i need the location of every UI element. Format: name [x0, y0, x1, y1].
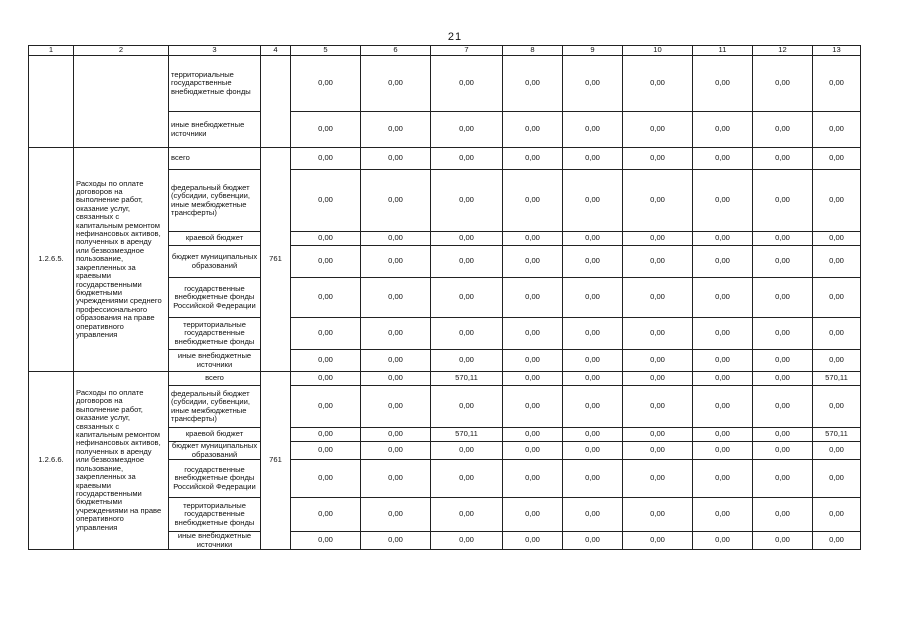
table-row — [29, 148, 861, 170]
funding-source: государственные внебюджетные фонды Российской Федерации — [169, 278, 261, 318]
header-cell: 11 — [693, 46, 753, 56]
value-cell: 0,00 — [361, 372, 431, 386]
value-cell: 0,00 — [623, 350, 693, 372]
value-cell: 0,00 — [291, 350, 361, 372]
value-cell: 0,00 — [693, 386, 753, 428]
value-cell: 0,00 — [693, 278, 753, 318]
value-cell: 0,00 — [431, 318, 503, 350]
value-cell: 0,00 — [563, 460, 623, 498]
value-cell: 0,00 — [563, 112, 623, 148]
value-cell: 0,00 — [813, 442, 861, 460]
value-cell: 0,00 — [361, 532, 431, 550]
value-cell: 0,00 — [361, 148, 431, 170]
value-cell: 0,00 — [291, 442, 361, 460]
value-cell: 0,00 — [623, 232, 693, 246]
value-cell: 0,00 — [813, 498, 861, 532]
value-cell: 0,00 — [291, 56, 361, 112]
value-cell: 0,00 — [753, 112, 813, 148]
funding-source: иные внебюджетные источники — [169, 532, 261, 550]
value-cell: 0,00 — [563, 372, 623, 386]
value-cell: 0,00 — [693, 318, 753, 350]
value-cell: 0,00 — [291, 498, 361, 532]
value-cell: 0,00 — [431, 170, 503, 232]
funding-source: бюджет муниципальных образований — [169, 246, 261, 278]
subject-code: 761 — [261, 148, 291, 372]
funding-source: краевой бюджет — [169, 232, 261, 246]
value-cell: 0,00 — [431, 386, 503, 428]
value-cell: 0,00 — [813, 350, 861, 372]
funding-source: всего — [169, 148, 261, 170]
value-cell: 0,00 — [503, 112, 563, 148]
value-cell: 570,11 — [813, 428, 861, 442]
item-code — [29, 56, 74, 148]
value-cell: 0,00 — [503, 278, 563, 318]
funding-source: федеральный бюджет (субсидии, субвенции, иные межбюджетные трансферты) — [169, 170, 261, 232]
value-cell: 0,00 — [431, 442, 503, 460]
value-cell: 0,00 — [813, 148, 861, 170]
value-cell: 0,00 — [361, 232, 431, 246]
value-cell: 0,00 — [753, 278, 813, 318]
value-cell: 0,00 — [291, 460, 361, 498]
value-cell: 0,00 — [503, 442, 563, 460]
value-cell: 0,00 — [623, 112, 693, 148]
item-description: Расходы по оплате договоров на выполнение работ, оказание услуг, связанных с капитальным ремонтом нефинансовых активов, полученных в аренду или безвозмездное пользование, закрепленных за краевыми государственными бюджетными учреждениями на праве оперативного управления — [74, 372, 169, 550]
header-cell: 9 — [563, 46, 623, 56]
value-cell: 0,00 — [503, 318, 563, 350]
value-cell: 0,00 — [693, 350, 753, 372]
value-cell: 0,00 — [431, 148, 503, 170]
value-cell: 0,00 — [361, 56, 431, 112]
value-cell: 570,11 — [431, 428, 503, 442]
value-cell: 0,00 — [431, 112, 503, 148]
value-cell: 0,00 — [291, 232, 361, 246]
funding-source: краевой бюджет — [169, 428, 261, 442]
funding-source: территориальные государственные внебюджетные фонды — [169, 498, 261, 532]
value-cell: 0,00 — [753, 498, 813, 532]
value-cell: 0,00 — [753, 232, 813, 246]
value-cell: 0,00 — [503, 350, 563, 372]
value-cell: 0,00 — [753, 170, 813, 232]
value-cell: 0,00 — [291, 386, 361, 428]
value-cell: 0,00 — [291, 372, 361, 386]
value-cell: 0,00 — [563, 532, 623, 550]
table-row — [29, 372, 861, 386]
item-description — [74, 56, 169, 148]
value-cell: 0,00 — [503, 56, 563, 112]
value-cell: 0,00 — [361, 386, 431, 428]
value-cell: 570,11 — [813, 372, 861, 386]
value-cell: 0,00 — [503, 532, 563, 550]
value-cell: 0,00 — [693, 498, 753, 532]
value-cell: 0,00 — [361, 278, 431, 318]
value-cell: 0,00 — [563, 428, 623, 442]
budget-table — [28, 45, 861, 550]
value-cell: 0,00 — [753, 532, 813, 550]
value-cell: 0,00 — [623, 246, 693, 278]
value-cell: 0,00 — [623, 318, 693, 350]
value-cell: 0,00 — [563, 56, 623, 112]
value-cell: 0,00 — [813, 386, 861, 428]
value-cell: 0,00 — [623, 372, 693, 386]
value-cell: 0,00 — [693, 232, 753, 246]
value-cell: 0,00 — [431, 56, 503, 112]
value-cell: 0,00 — [813, 318, 861, 350]
value-cell: 0,00 — [693, 56, 753, 112]
header-cell: 5 — [291, 46, 361, 56]
value-cell: 0,00 — [813, 232, 861, 246]
value-cell: 0,00 — [431, 350, 503, 372]
value-cell: 0,00 — [693, 112, 753, 148]
value-cell: 0,00 — [503, 428, 563, 442]
block-1-2-6-5 — [29, 148, 861, 372]
item-code: 1.2.6.6. — [29, 372, 74, 550]
value-cell: 0,00 — [813, 278, 861, 318]
value-cell: 0,00 — [753, 318, 813, 350]
funding-source: территориальные государственные внебюджетные фонды — [169, 318, 261, 350]
value-cell: 0,00 — [291, 318, 361, 350]
value-cell: 0,00 — [693, 428, 753, 442]
value-cell: 570,11 — [431, 372, 503, 386]
value-cell: 0,00 — [813, 56, 861, 112]
item-description: Расходы по оплате договоров на выполнение работ, оказание услуг, связанных с капитальным ремонтом нефинансовых активов, полученных в аренду или безвозмездное пользование, закрепленных за краевыми государственными бюджетными учреждениями среднего профессионального образования на праве оперативного управления — [74, 148, 169, 372]
value-cell: 0,00 — [623, 428, 693, 442]
value-cell: 0,00 — [753, 460, 813, 498]
value-cell: 0,00 — [503, 232, 563, 246]
value-cell: 0,00 — [431, 246, 503, 278]
value-cell: 0,00 — [361, 246, 431, 278]
funding-source: бюджет муниципальных образований — [169, 442, 261, 460]
header-cell: 8 — [503, 46, 563, 56]
value-cell: 0,00 — [623, 386, 693, 428]
value-cell: 0,00 — [623, 442, 693, 460]
header-cell: 13 — [813, 46, 861, 56]
value-cell: 0,00 — [291, 112, 361, 148]
value-cell: 0,00 — [563, 170, 623, 232]
value-cell: 0,00 — [753, 386, 813, 428]
header-cell: 12 — [753, 46, 813, 56]
value-cell: 0,00 — [753, 246, 813, 278]
value-cell: 0,00 — [291, 532, 361, 550]
subject-code — [261, 56, 291, 148]
value-cell: 0,00 — [813, 460, 861, 498]
value-cell: 0,00 — [563, 232, 623, 246]
header-cell: 10 — [623, 46, 693, 56]
value-cell: 0,00 — [563, 318, 623, 350]
value-cell: 0,00 — [563, 350, 623, 372]
value-cell: 0,00 — [623, 278, 693, 318]
value-cell: 0,00 — [623, 532, 693, 550]
value-cell: 0,00 — [503, 170, 563, 232]
value-cell: 0,00 — [361, 318, 431, 350]
value-cell: 0,00 — [291, 148, 361, 170]
value-cell: 0,00 — [813, 246, 861, 278]
value-cell: 0,00 — [693, 532, 753, 550]
header-cell: 1 — [29, 46, 74, 56]
value-cell: 0,00 — [623, 460, 693, 498]
value-cell: 0,00 — [693, 460, 753, 498]
value-cell: 0,00 — [503, 386, 563, 428]
header-cell: 7 — [431, 46, 503, 56]
value-cell: 0,00 — [753, 148, 813, 170]
header-cell: 4 — [261, 46, 291, 56]
value-cell: 0,00 — [503, 460, 563, 498]
value-cell: 0,00 — [503, 148, 563, 170]
value-cell: 0,00 — [813, 170, 861, 232]
value-cell: 0,00 — [503, 372, 563, 386]
value-cell: 0,00 — [563, 278, 623, 318]
value-cell: 0,00 — [753, 350, 813, 372]
value-cell: 0,00 — [693, 148, 753, 170]
funding-source: всего — [169, 372, 261, 386]
value-cell: 0,00 — [503, 246, 563, 278]
table-row — [29, 56, 861, 112]
value-cell: 0,00 — [693, 442, 753, 460]
value-cell: 0,00 — [361, 428, 431, 442]
funding-source: территориальные государственные внебюджетные фонды — [169, 56, 261, 112]
value-cell: 0,00 — [753, 442, 813, 460]
value-cell: 0,00 — [693, 170, 753, 232]
block-1-2-6-6 — [29, 372, 861, 550]
page-number: 21 — [447, 31, 463, 43]
value-cell: 0,00 — [361, 170, 431, 232]
value-cell: 0,00 — [361, 442, 431, 460]
funding-source: иные внебюджетные источники — [169, 112, 261, 148]
value-cell: 0,00 — [623, 498, 693, 532]
item-code: 1.2.6.5. — [29, 148, 74, 372]
value-cell: 0,00 — [813, 112, 861, 148]
funding-source: государственные внебюджетные фонды Российской Федерации — [169, 460, 261, 498]
value-cell: 0,00 — [431, 532, 503, 550]
value-cell: 0,00 — [361, 350, 431, 372]
value-cell: 0,00 — [813, 532, 861, 550]
value-cell: 0,00 — [563, 498, 623, 532]
value-cell: 0,00 — [753, 372, 813, 386]
header-cell: 3 — [169, 46, 261, 56]
value-cell: 0,00 — [291, 428, 361, 442]
value-cell: 0,00 — [563, 148, 623, 170]
value-cell: 0,00 — [753, 428, 813, 442]
value-cell: 0,00 — [291, 170, 361, 232]
header-cell: 2 — [74, 46, 169, 56]
subject-code: 761 — [261, 372, 291, 550]
value-cell: 0,00 — [693, 246, 753, 278]
value-cell: 0,00 — [563, 442, 623, 460]
value-cell: 0,00 — [291, 278, 361, 318]
value-cell: 0,00 — [503, 498, 563, 532]
value-cell: 0,00 — [693, 372, 753, 386]
value-cell: 0,00 — [291, 246, 361, 278]
value-cell: 0,00 — [431, 498, 503, 532]
value-cell: 0,00 — [563, 246, 623, 278]
value-cell: 0,00 — [361, 112, 431, 148]
funding-source: иные внебюджетные источники — [169, 350, 261, 372]
value-cell: 0,00 — [563, 386, 623, 428]
header-cell: 6 — [361, 46, 431, 56]
value-cell: 0,00 — [361, 498, 431, 532]
header-row — [29, 46, 861, 56]
funding-source: федеральный бюджет (субсидии, субвенции, иные межбюджетные трансферты) — [169, 386, 261, 428]
value-cell: 0,00 — [753, 56, 813, 112]
value-cell: 0,00 — [361, 460, 431, 498]
value-cell: 0,00 — [623, 148, 693, 170]
value-cell: 0,00 — [623, 56, 693, 112]
value-cell: 0,00 — [431, 460, 503, 498]
value-cell: 0,00 — [431, 232, 503, 246]
value-cell: 0,00 — [431, 278, 503, 318]
value-cell: 0,00 — [623, 170, 693, 232]
block-continuation — [29, 56, 861, 148]
